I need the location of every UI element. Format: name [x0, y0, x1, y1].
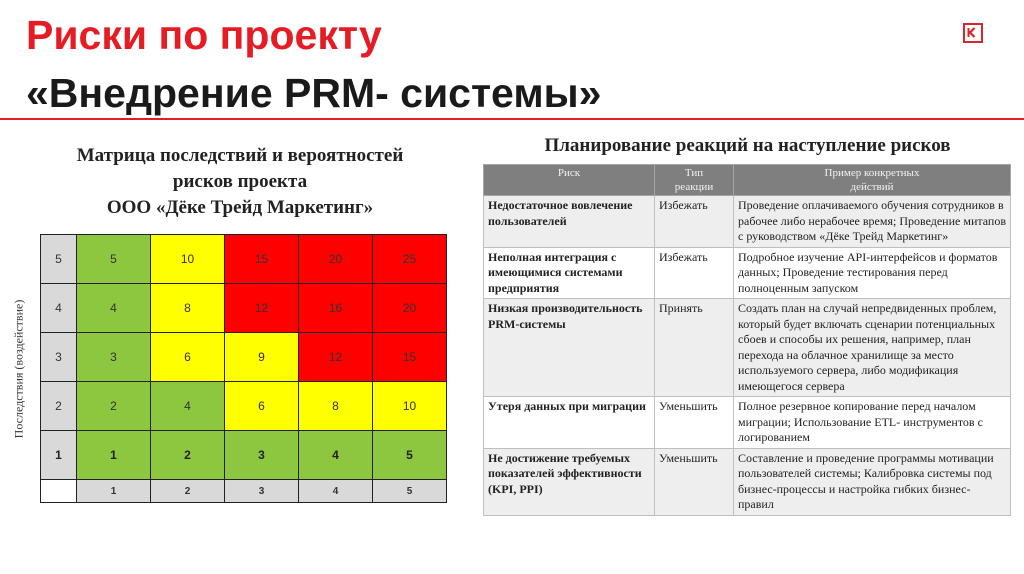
header-type-line-2: реакции — [674, 181, 714, 193]
matrix-cell: 8 — [299, 382, 373, 431]
matrix-x-label: 1 — [77, 480, 151, 503]
matrix-x-label: 2 — [151, 480, 225, 503]
response-table — [483, 164, 1011, 516]
matrix-caption-line-3: ООО «Дёке Трейд Маркетинг» — [106, 197, 374, 218]
matrix-row-label: 1 — [41, 431, 77, 480]
slide-title — [26, 6, 926, 122]
response-row — [484, 448, 1011, 515]
matrix-row — [41, 333, 447, 382]
matrix-cell: 8 — [151, 284, 225, 333]
matrix-cell: 3 — [77, 333, 151, 382]
header-action-line-1: Пример конкретных — [824, 167, 920, 179]
matrix-cell: 4 — [299, 431, 373, 480]
back-arrow-icon[interactable] — [963, 23, 983, 43]
response-table-header — [484, 165, 1011, 196]
matrix-y-axis — [4, 245, 34, 493]
matrix-y-label: Последствия (воздействие) — [11, 299, 26, 439]
matrix-cell: 16 — [299, 284, 373, 333]
matrix-caption-line-2: рисков проекта — [172, 171, 308, 192]
matrix-cell: 20 — [373, 284, 447, 333]
risk-matrix — [40, 234, 447, 503]
matrix-cell: 10 — [151, 235, 225, 284]
matrix-row-label: 2 — [41, 382, 77, 431]
response-type: Уменьшить — [655, 448, 734, 515]
matrix-cell: 6 — [151, 333, 225, 382]
matrix-row — [41, 382, 447, 431]
matrix-cell: 12 — [225, 284, 299, 333]
header-action-line-2: действий — [850, 181, 894, 193]
matrix-cell: 2 — [151, 431, 225, 480]
response-risk: Низкая производительность PRM-системы — [484, 299, 655, 397]
title-line-1: Риски по проекту — [26, 12, 382, 58]
response-action: Подробное изучение API-интерфейсов и форматов данных; Проведение тестирования перед полноценным запуском — [734, 247, 1011, 299]
header-type-line-1: Тип — [684, 167, 704, 179]
response-action: Создать план на случай непредвиденных проблем, который будет включать сценарии потенциальных сбоев и способы их решения, например, план перехода на облачное хранилище за место используемого сервера, либо модификация имеющегося сервера — [734, 299, 1011, 397]
response-action: Составление и проведение программы мотивации пользователей системы; Калибровка системы под бизнес-процессы и настройка гибких бизнес-правил — [734, 448, 1011, 515]
matrix-caption-line-1: Матрица последствий и вероятностей — [76, 145, 404, 166]
response-type: Избежать — [655, 196, 734, 248]
matrix-cell: 5 — [373, 431, 447, 480]
matrix-cell: 6 — [225, 382, 299, 431]
matrix-x-label: 5 — [373, 480, 447, 503]
response-risk: Недостаточное вовлечение пользователей — [484, 196, 655, 248]
matrix-cell: 15 — [225, 235, 299, 284]
matrix-cell: 1 — [77, 431, 151, 480]
matrix-row-label: 5 — [41, 235, 77, 284]
matrix-row — [41, 284, 447, 333]
header-action — [734, 165, 1011, 196]
matrix-cell: 9 — [225, 333, 299, 382]
matrix-cell: 15 — [373, 333, 447, 382]
back-arrow-glyph — [967, 27, 978, 38]
matrix-row — [41, 431, 447, 480]
response-row — [484, 196, 1011, 248]
matrix-corner — [41, 480, 77, 503]
title-line-2: «Внедрение PRM- системы» — [26, 70, 602, 116]
matrix-cell: 5 — [77, 235, 151, 284]
response-row — [484, 247, 1011, 299]
matrix-cell: 12 — [299, 333, 373, 382]
matrix-cell: 2 — [77, 382, 151, 431]
response-type: Уменьшить — [655, 397, 734, 449]
response-risk: Не достижение требуемых показателей эффективности (KPI, PPI) — [484, 448, 655, 515]
matrix-cell: 3 — [225, 431, 299, 480]
title-divider — [0, 118, 1024, 120]
response-type: Принять — [655, 299, 734, 397]
matrix-cell: 25 — [373, 235, 447, 284]
header-risk: Риск — [484, 165, 655, 196]
matrix-caption — [20, 143, 460, 221]
matrix-row-label: 4 — [41, 284, 77, 333]
response-row — [484, 397, 1011, 449]
header-type — [655, 165, 734, 196]
response-risk: Утеря данных при миграции — [484, 397, 655, 449]
response-type: Избежать — [655, 247, 734, 299]
matrix-cell: 4 — [151, 382, 225, 431]
matrix-x-axis — [41, 480, 447, 503]
matrix-row — [41, 235, 447, 284]
matrix-row-label: 3 — [41, 333, 77, 382]
matrix-x-label: 4 — [299, 480, 373, 503]
matrix-cell: 10 — [373, 382, 447, 431]
response-action: Полное резервное копирование перед началом миграции; Использование ETL- инструментов с логированием — [734, 397, 1011, 449]
response-row — [484, 299, 1011, 397]
response-risk: Неполная интеграция с имеющимися системами предприятия — [484, 247, 655, 299]
matrix-x-label: 3 — [225, 480, 299, 503]
matrix-cell: 4 — [77, 284, 151, 333]
matrix-cell: 20 — [299, 235, 373, 284]
response-action: Проведение оплачиваемого обучения сотрудников в рабочее либо нерабочее время; Проведение митапов с руководством «Дёке Трейд Маркетинг» — [734, 196, 1011, 248]
responses-caption: Планирование реакций на наступление рисков — [544, 135, 951, 156]
